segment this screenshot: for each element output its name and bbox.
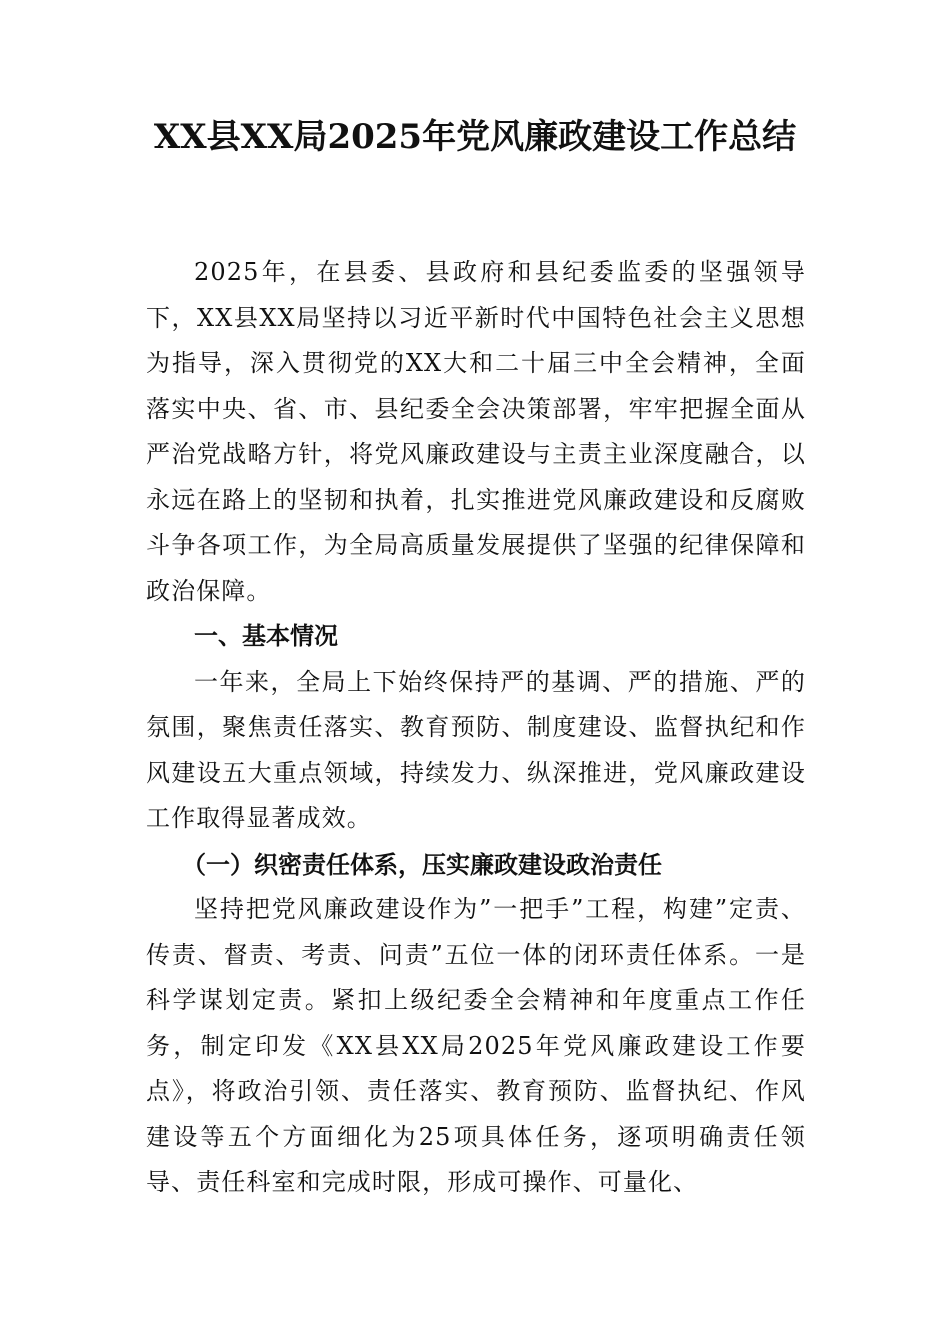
document-body: [146, 250, 806, 1206]
subsection-heading-responsibility: （一）织密责任体系，压实廉政建设政治责任: [182, 849, 662, 879]
document-title: XX县XX局2025年党风廉政建设工作总结: [153, 117, 797, 157]
section-paragraph: 一年来，全局上下始终保持严的基调、严的措施、严的氛围，聚焦责任落实、教育预防、制度建设、监督执纪和作风建设五大重点领域，持续发力、纵深推进，党风廉政建设工作取得显著成效。: [146, 667, 806, 832]
section-heading-basic-situation: 一、基本情况: [194, 622, 338, 650]
intro-paragraph: 2025年，在县委、县政府和县纪委监委的坚强领导下，XX县XX局坚持以习近平新时代中国特色社会主义思想为指导，深入贯彻党的XX大和二十届三中全会精神，全面落实中央、省、市、县纪委全会决策部署，牢牢把握全面从严治党战略方针，将党风廉政建设与主责主业深度融合，以永远在路上的坚韧和执着，扎实推进党风廉政建设和反腐败斗争各项工作，为全局高质量发展提供了坚强的纪律保障和政治保障。: [146, 258, 806, 605]
subsection-paragraph: 坚持把党风廉政建设作为”一把手”工程，构建”定责、传责、督责、考责、问责”五位一体的闭环责任体系。一是科学谋划定责。紧扣上级纪委全会精神和年度重点工作任务，制定印发《XX县XX局2025年党风廉政建设工作要点》，将政治引领、责任落实、教育预防、监督执纪、作风建设等五个方面细化为25项具体任务，逐项明确责任领导、责任科室和完成时限，形成可操作、可量化、: [146, 895, 806, 1196]
